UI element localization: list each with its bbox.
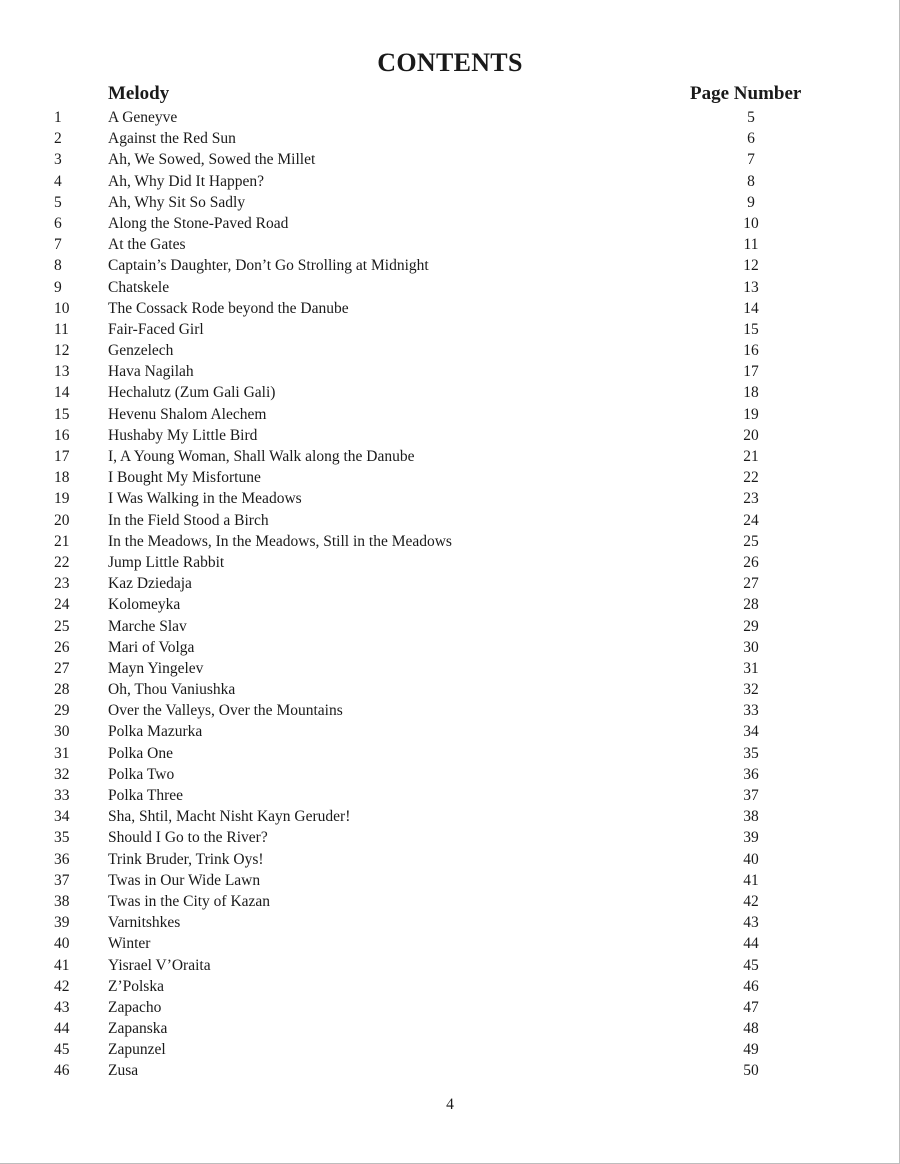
entry-title: Twas in Our Wide Lawn xyxy=(108,871,261,889)
entry-title: I Was Walking in the Meadows xyxy=(108,490,302,508)
entry-number: 42 xyxy=(54,977,70,995)
entry-number: 21 xyxy=(54,532,70,550)
entry-page-number: 9 xyxy=(747,193,755,211)
entry-number: 45 xyxy=(54,1041,70,1059)
entry-page-number: 26 xyxy=(743,553,759,571)
entry-title: Ah, We Sowed, Sowed the Millet xyxy=(108,151,316,169)
entry-number: 5 xyxy=(54,193,62,211)
contents-entry xyxy=(0,382,900,403)
contents-entry xyxy=(0,192,900,213)
entry-number: 20 xyxy=(54,511,70,529)
entry-title: Hava Nagilah xyxy=(108,363,194,381)
entry-title: Should I Go to the River? xyxy=(108,829,268,847)
contents-entry xyxy=(0,510,900,531)
contents-entry xyxy=(0,594,900,615)
entry-page-number: 42 xyxy=(743,892,759,910)
entry-title: Hevenu Shalom Alechem xyxy=(108,405,267,423)
entry-number: 41 xyxy=(54,956,70,974)
entry-title: Polka One xyxy=(108,744,174,762)
entry-page-number: 49 xyxy=(743,1041,759,1059)
entry-number: 19 xyxy=(54,490,70,508)
contents-entry xyxy=(0,912,900,933)
entry-number: 15 xyxy=(54,405,70,423)
entry-page-number: 24 xyxy=(743,511,759,529)
entry-title: Marche Slav xyxy=(108,617,187,635)
entry-number: 2 xyxy=(54,130,62,148)
entry-number: 23 xyxy=(54,575,70,593)
entry-title: Oh, Thou Vaniushka xyxy=(108,681,236,699)
contents-entry xyxy=(0,107,900,128)
contents-entry xyxy=(0,234,900,255)
contents-entry xyxy=(0,743,900,764)
entry-title: In the Meadows, In the Meadows, Still in the Meadows xyxy=(108,532,452,550)
entry-page-number: 6 xyxy=(747,130,755,148)
entry-number: 39 xyxy=(54,914,70,932)
contents-entry xyxy=(0,404,900,425)
contents-entry xyxy=(0,933,900,954)
entry-title: Polka Mazurka xyxy=(108,723,203,741)
entry-title: Varnitshkes xyxy=(108,914,181,932)
entry-title: Hechalutz (Zum Gali Gali) xyxy=(108,384,276,402)
entry-page-number: 29 xyxy=(743,617,759,635)
entry-title: Along the Stone-Paved Road xyxy=(108,214,289,232)
entry-number: 44 xyxy=(54,1020,70,1038)
entry-page-number: 23 xyxy=(743,490,759,508)
contents-entry xyxy=(0,128,900,149)
entry-number: 7 xyxy=(54,236,62,254)
entry-page-number: 7 xyxy=(747,151,755,169)
contents-entry xyxy=(0,785,900,806)
entry-title: Zapunzel xyxy=(108,1041,166,1059)
entry-title: Genzelech xyxy=(108,342,174,360)
entry-number: 38 xyxy=(54,892,70,910)
page-number-column-header: Page Number xyxy=(690,83,802,104)
entry-number: 16 xyxy=(54,426,70,444)
entry-number: 12 xyxy=(54,342,70,360)
entry-title: Zapacho xyxy=(108,998,162,1016)
contents-entry xyxy=(0,1060,900,1081)
contents-entry xyxy=(0,764,900,785)
entry-number: 22 xyxy=(54,553,70,571)
entry-page-number: 5 xyxy=(747,109,755,126)
entry-page-number: 33 xyxy=(743,702,759,720)
entry-number: 30 xyxy=(54,723,70,741)
entry-page-number: 32 xyxy=(743,681,759,699)
entry-title: Fair-Faced Girl xyxy=(108,320,204,338)
contents-entry xyxy=(0,976,900,997)
contents-entry xyxy=(0,531,900,552)
entry-number: 10 xyxy=(54,299,70,317)
entry-title: Over the Valleys, Over the Mountains xyxy=(108,702,343,720)
entry-number: 33 xyxy=(54,787,70,804)
entry-title: Kaz Dziedaja xyxy=(108,575,192,593)
page-title: CONTENTS xyxy=(377,48,523,77)
entry-page-number: 36 xyxy=(743,765,759,783)
entry-page-number: 34 xyxy=(743,723,759,741)
contents-entry xyxy=(0,149,900,170)
entry-title: Polka Two xyxy=(108,765,175,783)
contents-list xyxy=(0,107,900,1082)
entry-title: At the Gates xyxy=(108,236,186,254)
entry-title: Yisrael V’Oraita xyxy=(108,956,211,974)
entry-number: 46 xyxy=(54,1062,70,1080)
entry-number: 1 xyxy=(54,109,62,126)
entry-title: Ah, Why Sit So Sadly xyxy=(108,193,246,211)
contents-entry xyxy=(0,1018,900,1039)
entry-page-number: 44 xyxy=(743,935,759,953)
contents-entry xyxy=(0,467,900,488)
entry-number: 24 xyxy=(54,596,70,614)
contents-entry xyxy=(0,1039,900,1060)
entry-page-number: 40 xyxy=(743,850,759,868)
entry-number: 6 xyxy=(54,214,62,232)
entry-number: 31 xyxy=(54,744,70,762)
entry-page-number: 37 xyxy=(743,787,759,804)
entry-title: Sha, Shtil, Macht Nisht Kayn Geruder! xyxy=(108,808,351,826)
contents-entry xyxy=(0,616,900,637)
entry-number: 35 xyxy=(54,829,70,847)
entry-number: 18 xyxy=(54,469,70,487)
contents-entry xyxy=(0,319,900,340)
entry-page-number: 30 xyxy=(743,638,759,656)
entry-number: 27 xyxy=(54,659,70,677)
contents-entry xyxy=(0,827,900,848)
contents-entry xyxy=(0,658,900,679)
entry-title: Kolomeyka xyxy=(108,596,181,614)
contents-entry xyxy=(0,213,900,234)
entry-number: 29 xyxy=(54,702,70,720)
contents-entry xyxy=(0,361,900,382)
entry-page-number: 8 xyxy=(747,172,755,190)
contents-entry xyxy=(0,277,900,298)
entry-title: Zusa xyxy=(108,1062,139,1080)
entry-title: A Geneyve xyxy=(108,109,178,126)
contents-entry xyxy=(0,171,900,192)
entry-number: 40 xyxy=(54,935,70,953)
entry-page-number: 17 xyxy=(743,363,759,381)
entry-page-number: 13 xyxy=(743,278,759,296)
entry-number: 37 xyxy=(54,871,70,889)
entry-title: I, A Young Woman, Shall Walk along the Danube xyxy=(108,448,415,465)
entry-number: 26 xyxy=(54,638,70,656)
entry-number: 43 xyxy=(54,998,70,1016)
entry-page-number: 14 xyxy=(743,299,759,317)
contents-entry xyxy=(0,955,900,976)
entry-title: Twas in the City of Kazan xyxy=(108,892,271,910)
contents-entry xyxy=(0,700,900,721)
entry-title: Winter xyxy=(108,935,151,953)
entry-page-number: 11 xyxy=(743,236,759,254)
entry-title: Ah, Why Did It Happen? xyxy=(108,172,264,190)
contents-entry xyxy=(0,679,900,700)
melody-column-header: Melody xyxy=(108,83,170,104)
entry-page-number: 21 xyxy=(743,448,759,465)
entry-page-number: 10 xyxy=(743,214,759,232)
entry-number: 36 xyxy=(54,850,70,868)
entry-page-number: 43 xyxy=(743,914,759,932)
contents-entry xyxy=(0,488,900,509)
entry-number: 4 xyxy=(54,172,62,190)
entry-page-number: 39 xyxy=(743,829,759,847)
entry-number: 28 xyxy=(54,681,70,699)
contents-entry xyxy=(0,870,900,891)
entry-page-number: 19 xyxy=(743,405,759,423)
contents-entry xyxy=(0,849,900,870)
contents-entry xyxy=(0,425,900,446)
entry-page-number: 18 xyxy=(743,384,759,402)
entry-number: 8 xyxy=(54,257,62,275)
entry-number: 3 xyxy=(54,151,62,169)
entry-title: Jump Little Rabbit xyxy=(108,553,225,571)
entry-number: 14 xyxy=(54,384,70,402)
contents-entry xyxy=(0,573,900,594)
entry-page-number: 48 xyxy=(743,1020,759,1038)
entry-number: 11 xyxy=(54,320,69,338)
entry-title: Polka Three xyxy=(108,787,184,804)
contents-entry xyxy=(0,997,900,1018)
entry-page-number: 28 xyxy=(743,596,759,614)
entry-page-number: 16 xyxy=(743,342,759,360)
entry-page-number: 41 xyxy=(743,871,759,889)
entry-page-number: 20 xyxy=(743,426,759,444)
entry-title: Against the Red Sun xyxy=(108,130,236,148)
page-folio: 4 xyxy=(446,1096,454,1113)
entry-page-number: 50 xyxy=(743,1062,759,1080)
entry-title: Hushaby My Little Bird xyxy=(108,426,258,444)
contents-entry xyxy=(0,340,900,361)
entry-page-number: 31 xyxy=(743,659,759,677)
entry-page-number: 38 xyxy=(743,808,759,826)
entry-page-number: 47 xyxy=(743,998,759,1016)
entry-title: The Cossack Rode beyond the Danube xyxy=(108,299,349,317)
entry-page-number: 27 xyxy=(743,575,759,593)
contents-entry xyxy=(0,637,900,658)
entry-page-number: 46 xyxy=(743,977,759,995)
contents-entry xyxy=(0,891,900,912)
contents-entry xyxy=(0,552,900,573)
contents-entry xyxy=(0,255,900,276)
entry-page-number: 35 xyxy=(743,744,759,762)
entry-page-number: 25 xyxy=(743,532,759,550)
entry-number: 13 xyxy=(54,363,70,381)
entry-page-number: 45 xyxy=(743,956,759,974)
entry-number: 17 xyxy=(54,448,70,465)
entry-title: I Bought My Misfortune xyxy=(108,469,261,487)
entry-title: In the Field Stood a Birch xyxy=(108,511,269,529)
entry-title: Z’Polska xyxy=(108,977,164,995)
entry-number: 32 xyxy=(54,765,70,783)
contents-entry xyxy=(0,298,900,319)
entry-title: Mari of Volga xyxy=(108,638,195,656)
entry-number: 9 xyxy=(54,278,62,296)
contents-entry xyxy=(0,806,900,827)
entry-title: Zapanska xyxy=(108,1020,168,1038)
entry-page-number: 22 xyxy=(743,469,759,487)
entry-title: Mayn Yingelev xyxy=(108,659,204,677)
entry-title: Trink Bruder, Trink Oys! xyxy=(108,850,264,868)
entry-page-number: 12 xyxy=(743,257,759,275)
entry-number: 25 xyxy=(54,617,70,635)
entry-title: Captain’s Daughter, Don’t Go Strolling at Midnight xyxy=(108,257,429,275)
entry-number: 34 xyxy=(54,808,70,826)
contents-entry xyxy=(0,721,900,742)
entry-page-number: 15 xyxy=(743,320,759,338)
entry-title: Chatskele xyxy=(108,278,170,296)
contents-entry xyxy=(0,446,900,467)
